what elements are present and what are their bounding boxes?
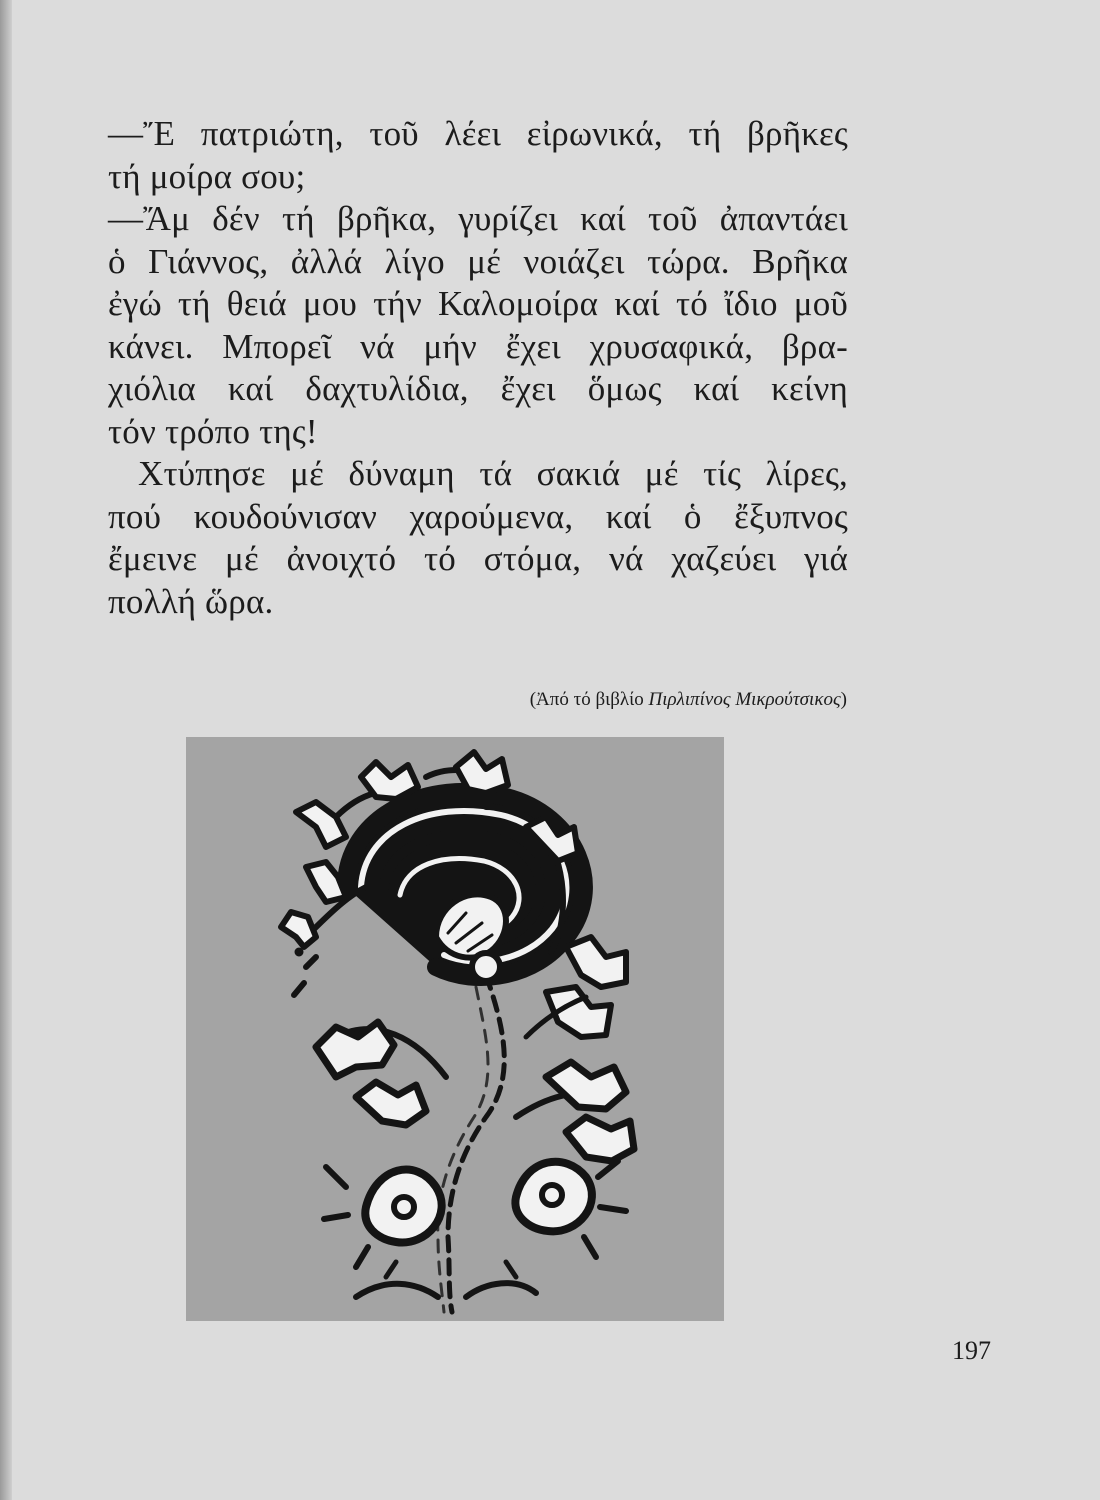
text-line: τή μοίρα σου; [108, 156, 306, 196]
floral-illustration [186, 737, 724, 1321]
attribution-book-title: Πιρλιπίνος Μικρούτσικος [648, 689, 841, 710]
attribution-suffix: ) [840, 689, 847, 710]
paragraph-dialogue-1 [108, 113, 848, 198]
text-line: —Ἄμ δέν τή βρῆκα, γυρίζει καί τοῦ ἀπαντάει [108, 199, 848, 238]
text-line: κάνει. Μπορεῖ νά μήν ἔχει χρυσαφικά, βρα- [108, 326, 848, 366]
text-line: —Ἔ πατριώτη, τοῦ λέει εἰρωνικά, τή βρῆκες [108, 114, 848, 153]
source-attribution [530, 689, 847, 711]
text-line: ἐγώ τή θειά μου τήν Καλομοίρα καί τό ἴδιο μοῦ [108, 284, 848, 323]
text-line: Χτύπησε μέ δύναμη τά σακιά μέ τίς λίρες, [138, 454, 848, 493]
text-line: ὁ Γιάννος, ἀλλά λίγο μέ νοιάζει τώρα. Βρῆκα [108, 241, 848, 281]
story-text [108, 113, 848, 623]
text-line: πολλή ὥρα. [108, 581, 274, 621]
paragraph-dialogue-2 [108, 198, 848, 453]
text-line: χιόλια καί δαχτυλίδια, ἔχει ὅμως καί κείνη [108, 369, 848, 408]
paragraph-narration [108, 453, 848, 623]
text-line: πού κουδούνισαν χαρούμενα, καί ὁ ἔξυπνος [108, 496, 848, 536]
text-line: τόν τρόπο της! [108, 411, 318, 451]
text-line: ἔμεινε μέ ἀνοιχτό τό στόμα, νά χαζεύει γιά [108, 539, 848, 578]
attribution-prefix: (Ἀπό τό βιβλίο [529, 689, 649, 710]
floral-ornament-icon [186, 737, 724, 1321]
book-spine-shadow [0, 0, 12, 1500]
page-number: 197 [952, 1336, 991, 1365]
